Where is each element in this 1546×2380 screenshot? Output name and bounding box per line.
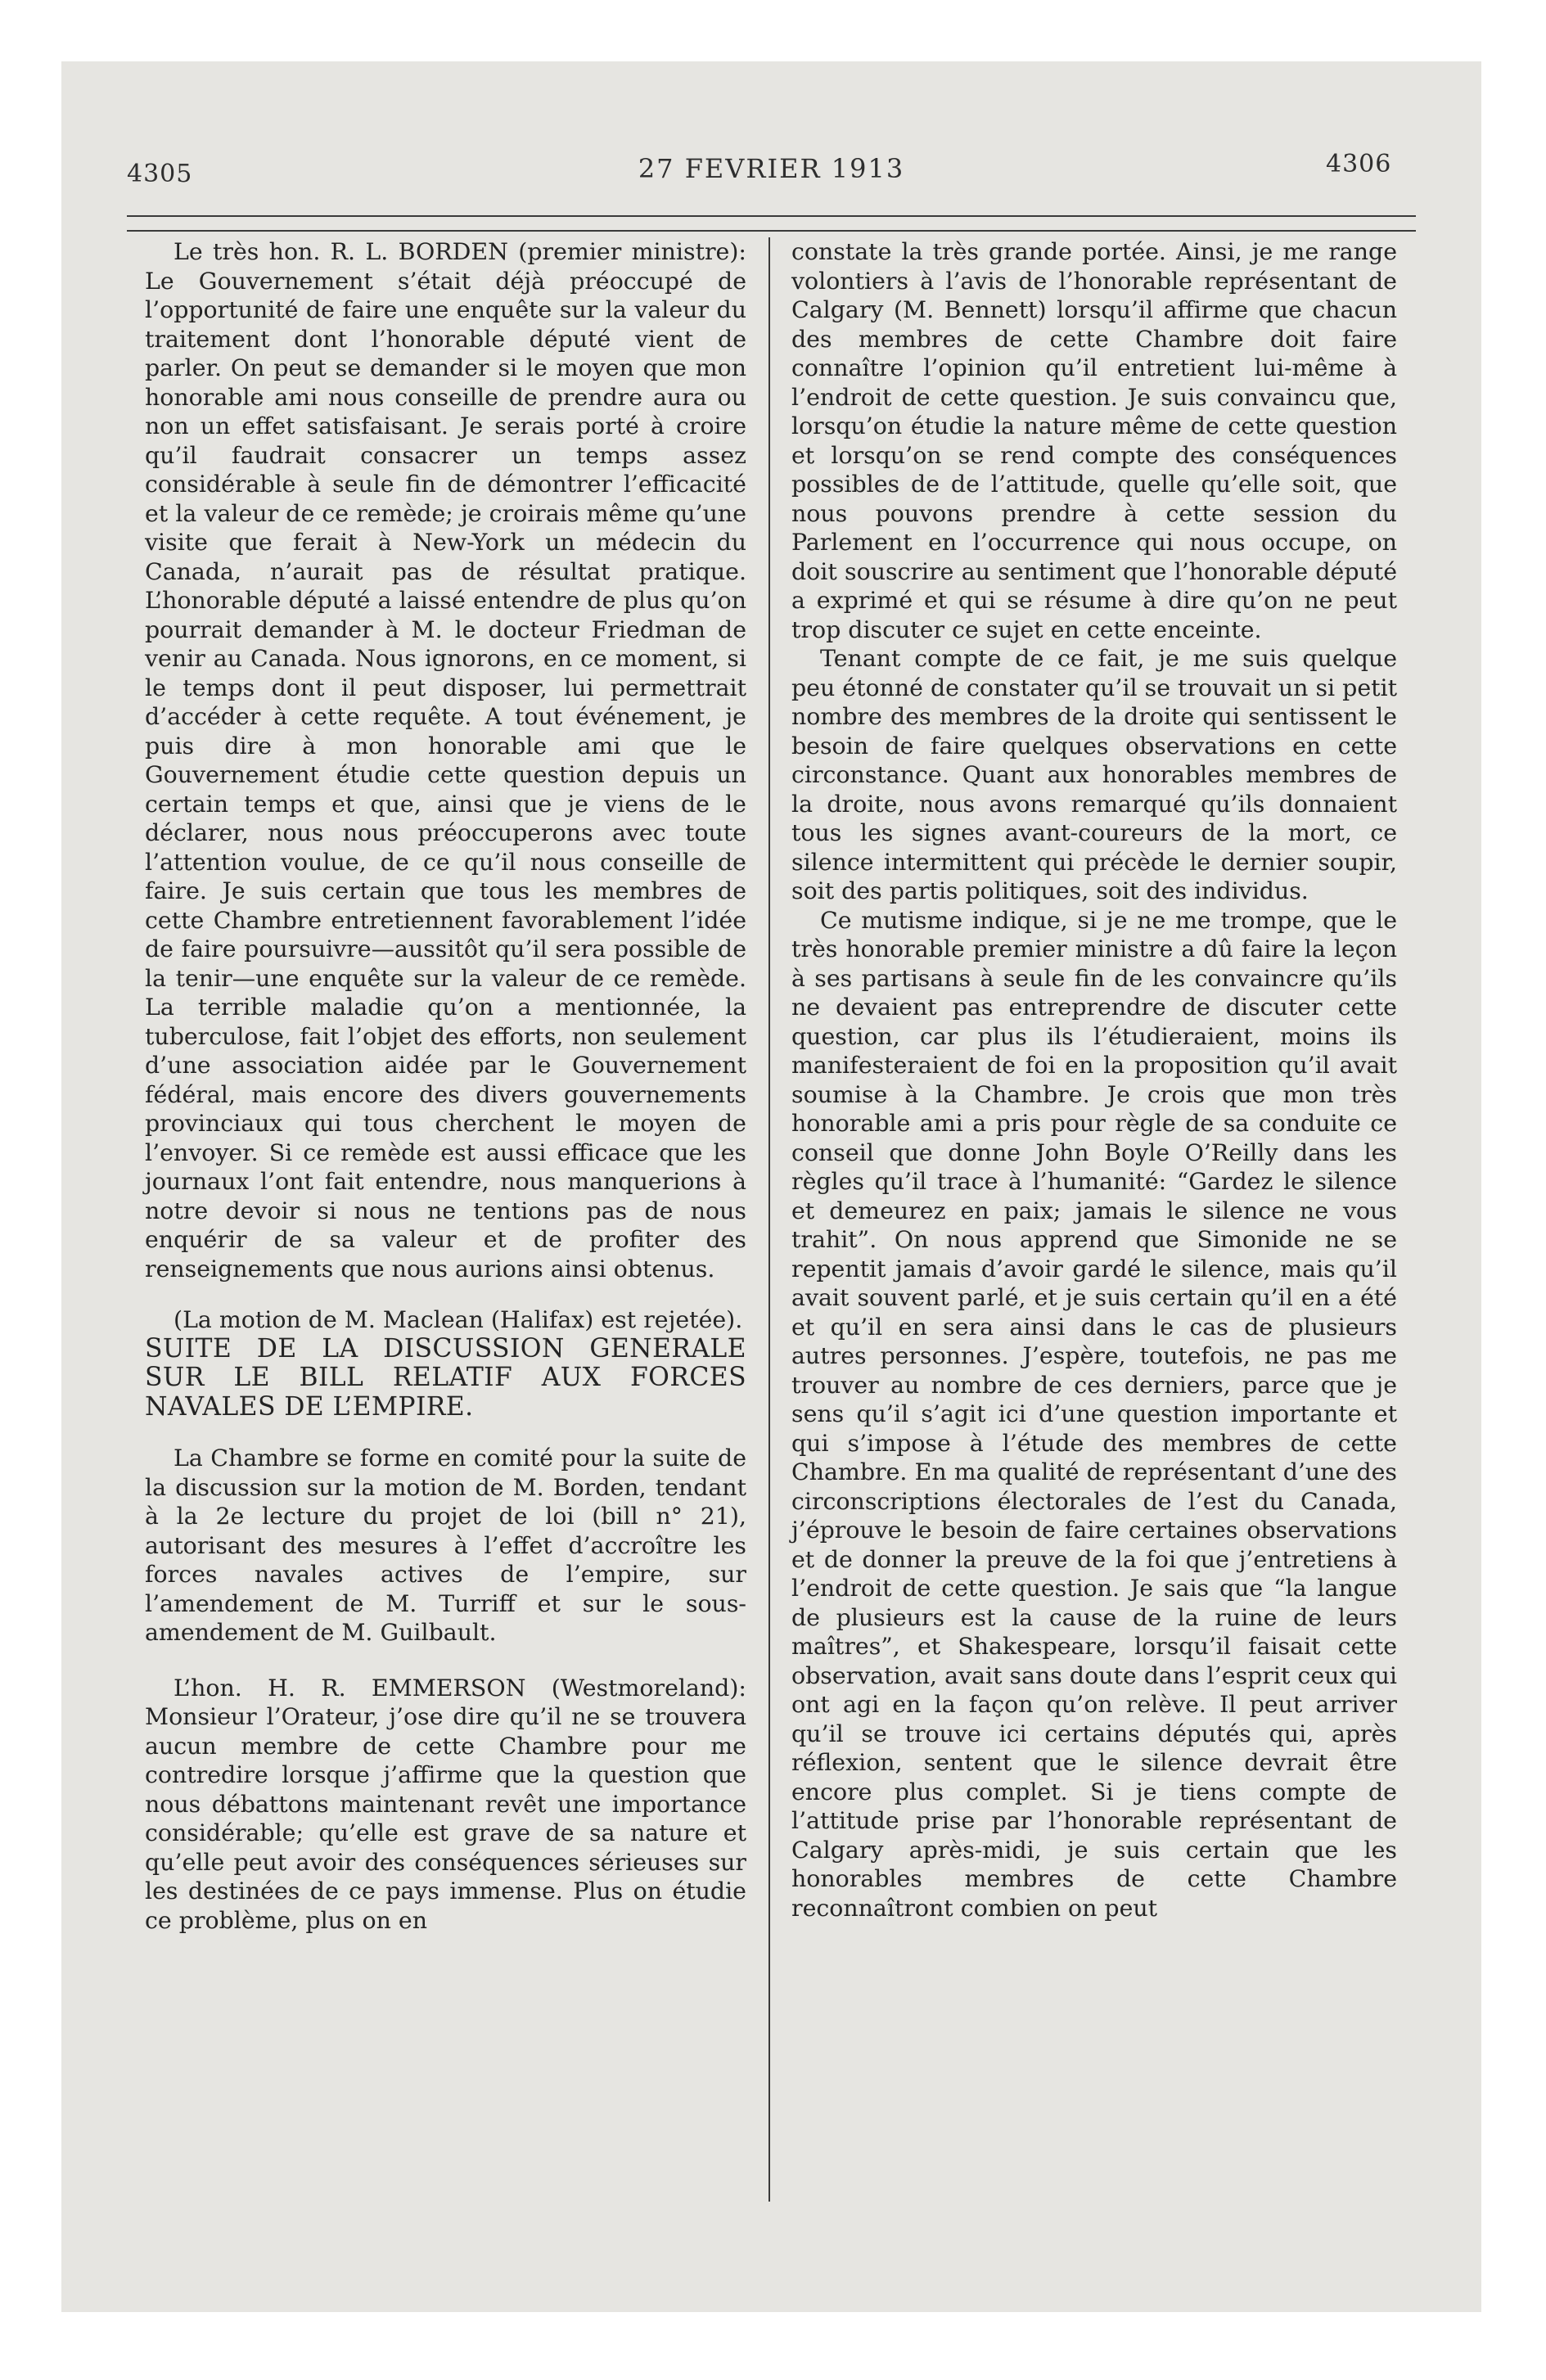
scanned-page bbox=[61, 61, 1481, 2312]
header-rule-bottom bbox=[127, 230, 1416, 232]
left-column bbox=[145, 237, 746, 1935]
paragraph-committee: La Chambre se forme en comité pour la suite de la discussion sur la motion de M. Borden, tendant à la 2e lecture du projet de loi (bill n° 21), autorisant des mesures à l’effet d’accroître les forces navales actives de l’empire, sur l’amendement de M. Turriff et sur le sous-amendement de M. Guilbault. bbox=[145, 1445, 746, 1646]
paragraph-mutisme: Ce mutisme indique, si je ne me trompe, que le très honorable premier ministre a dû faire la leçon à ses partisans à seule fin de les convaincre qu’ils ne devaient pas entreprendre de discuter cette question, car plus ils l’étudieraient, moins ils manifesteraient de foi en la proposition qu’il avait soumise à la Chambre. Je crois que mon très honorable ami a pris pour règle de sa conduite ce conseil que donne John Boyle O’Reilly dans les règles qu’il trace à l’humanité: “Gardez le silence et demeurez en paix; jamais le silence ne vous trahit”. On nous apprend que Simonide ne se repentit jamais d’avoir gardé le silence, mais qu’il avait souvent parlé, et je suis certain qu’il en a été et qu’il en sera ainsi dans le cas de plusieurs autres personnes. J’espère, toutefois, ne pas me trouver au nombre de ces derniers, parce que je sens qu’il s’agit ici d’une question importante et qui s’impose à l’étude des membres de cette Chambre. En ma qualité de représentant d’une des circonscriptions électorales de l’est du Canada, j’éprouve le besoin de faire certaines observations et de donner la preuve de la foi que j’entretiens à l’endroit de cette question. Je sais que “la langue de plusieurs est la cause de la ruine de leurs maîtres”, et Shakespeare, lorsqu’il faisait cette observation, avait sans doute dans l’esprit ceux qui ont agi en la façon qu’on relève. Il peut arriver qu’il se trouve ici certains députés qui, après réflexion, sentent que le silence devrait être encore plus complet. Si je tiens compte de l’attitude prise par l’honorable représentant de Calgary après-midi, je suis certain que les honorables membres de cette Chambre reconnaîtront combien on peut bbox=[791, 906, 1397, 1922]
left-page-number: 4305 bbox=[127, 160, 193, 188]
right-column bbox=[791, 237, 1397, 1922]
section-heading: SUITE DE LA DISCUSSION GENERALE SUR LE BILL RELATIF AUX FORCES NAVALES DE L’EMPIRE. bbox=[145, 1333, 746, 1422]
header-rule-top bbox=[127, 215, 1416, 217]
column-divider bbox=[768, 237, 770, 2202]
paragraph-emmerson: L’hon. H. R. EMMERSON (Westmoreland): Monsieur l’Orateur, j’ose dire qu’il ne se trouvera aucun membre de cette Chambre pour me contredire lorsque j’affirme que la question que nous débattons maintenant revêt une importance considérable; qu’elle est grave de sa nature et qu’elle peut avoir des conséquences sérieuses sur les destinées de ce pays immense. Plus on étudie ce problème, plus on en bbox=[145, 1674, 746, 1934]
paragraph-motion-rejected: (La motion de M. Maclean (Halifax) est rejetée). bbox=[174, 1306, 743, 1333]
right-page-number: 4306 bbox=[1326, 150, 1392, 178]
paragraph-borden: Le très hon. R. L. BORDEN (premier ministre): Le Gouvernement s’était déjà préoccupé de l’opportunité de faire une enquête sur la valeur du traitement dont l’honorable député vient de parler. On peut se demander si le moyen que mon honorable ami nous conseille de prendre aura ou non un effet satisfaisant. Je serais porté à croire qu’il faudrait consacrer un temps assez considérable à seule fin de démontrer l’efficacité et la valeur de ce remède; je croirais même qu’une visite que ferait à New-York un médecin du Canada, n’aurait pas de résultat pratique. L’honorable député a laissé entendre de plus qu’on pourrait demander à M. le docteur Friedman de venir au Canada. Nous ignorons, en ce moment, si le temps dont il peut disposer, lui permettrait d’accéder à cette requête. A tout événement, je puis dire à mon honorable ami que le Gouvernement étudie cette question depuis un certain temps et que, ainsi que je viens de le déclarer, nous nous préoccuperons avec toute l’attention voulue, de ce qu’il nous conseille de faire. Je suis certain que tous les membres de cette Chambre entretiennent favorablement l’idée de faire poursuivre—aussitôt qu’il sera possible de la tenir—une enquête sur la valeur de ce remède. La terrible maladie qu’on a mentionnée, la tuberculose, fait l’objet des efforts, non seulement d’une association aidée par le Gouvernement fédéral, mais encore des divers gouvernements provinciaux qui tous cherchent le moyen de l’envoyer. Si ce remède est aussi efficace que les journaux l’ont fait entendre, nous manquerions à notre devoir si nous ne tentions pas de nous enquérir de sa valeur et de profiter des renseignements que nous aurions ainsi obtenus. bbox=[145, 238, 746, 1282]
paragraph-tenant-compte: Tenant compte de ce fait, je me suis quelque peu étonné de constater qu’il se trouvait un si petit nombre des membres de la droite qui sentissent le besoin de faire quelques observations en cette circonstance. Quant aux honorables membres de la droite, nous avons remarqué qu’ils donnaient tous les signes avant-coureurs de la mort, ce silence intermittent qui précède le dernier soupir, soit des partis politiques, soit des individus. bbox=[791, 645, 1398, 904]
paragraph-continuation: constate la très grande portée. Ainsi, je me range volontiers à l’avis de l’honorable représentant de Calgary (M. Bennett) lorsqu’il affirme que chacun des membres de cette Chambre doit faire connaître l’opinion qu’il entretient lui-même à l’endroit de cette question. Je suis convaincu que, lorsqu’on étudie la nature même de cette question et lorsqu’on se rend compte des conséquences possibles de de l’attitude, quelle qu’elle soit, que nous pouvons prendre à cette session du Parlement en l’occurrence qui nous occupe, on doit souscrire au sentiment que l’honorable député a exprimé et qui se résume à dire qu’on ne peut trop discuter ce sujet en cette enceinte. bbox=[791, 238, 1397, 643]
page-date-header: 27 FEVRIER 1913 bbox=[638, 153, 905, 184]
